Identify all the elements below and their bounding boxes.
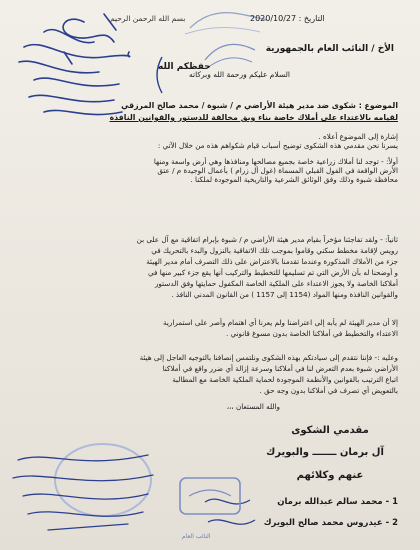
point1-line-3: محافظة شبوة وذلك وفق الوثائق الشرعية والتاريخية الموجودة لملكنا . [190,175,398,184]
point3-line-2: الاعتداء والتخطيط في أملاكنا الخاصة بدون مسوغ قانوني . [225,329,398,338]
point1-line-2: الأرض الواقعة في الفول القبلي المسماة (غول أل زرام ) بأعمال الوجيدة م / عتق [157,166,398,175]
bracket-mark-icon [150,55,166,95]
point3-line-1: إلا أن مدير الهيئة لم يأبه إلى اعتراضنا ولم يعرنا أي اهتمام وأصر على استمرارية [163,318,398,327]
point2-line-3: جزء من الأملاك المذكورة وعندما تقدمنا بالاعتراض على ذلك التصرف أمام مدير الهيئة [146,257,398,266]
point2-line-2: رويس لإقامة مخطط سكني وقاموا بموجب تلك الاتفاقية بالنزول والبدء بالتحريك في [151,246,398,255]
addressee: الأخ / النائب العام بالجمهورية [265,44,394,54]
request-line-4: بالتعويض أي تصرف في أملاكنا بدون وجه حق . [259,386,398,395]
intro-line-1: إشارة إلى الموضوع أعلاه . [318,132,398,141]
signature-title: مقدمي الشكوى [291,425,369,436]
signature-subtitle: عنهم وكلائهم [296,470,364,481]
point2-line-6: والقوانين النافذة ومنها المواد (1154 إلى 1157 ) من القانون المدني النافذ . [171,290,398,299]
signature-family: آل برمان ـــــــ والبويرك [266,447,384,458]
point2-line-4: و أوضحنا له بأن الأرض التي تم تسليمها للتخطيط والتركيب أنها يقع جزء كبير منها في [148,268,398,277]
stamp-bottom-left-icon [8,420,158,540]
document-date: التاريخ : 2020/10/27 [250,14,325,23]
point1-line-1: أولاً: - توجد لنا أملاك زراعية خاصة بجميع مصالحها ومنافذها وهي أرض واسعة ومنها [153,157,398,166]
stamp-caption: النائب العام [182,533,211,540]
intro-line-2: يسرنا نحن مقدمي هذه الشكوى توضيح أسباب قيام شكواهم هذه من خلال الآتي : [157,141,398,150]
point2-line-1: ثانياً: - ولقد تفاجئنا مؤخراً بقيام مدير هيئة الأراضي م / شبوة بإبرام اتفاقية مع آل على بن [136,235,398,244]
point2-line-5: أملاكنا الخاصة ولا يجوز الاعتداء على الملكية الخاصة المكفول حمايتها وفق الدستور [154,279,398,288]
subject-block [22,100,398,124]
greeting: حفظكم الله [158,62,211,72]
salam: السلام عليكم ورحمة الله وبركاته [189,70,290,79]
request-line-1: وعليه :- فإننا نتقدم إلى سيادتكم بهذه الشكوى ونلتمس إنصافنا بالتوجيه العاجل إلى هيئة [139,353,398,362]
subject-text: لقيامه بالاعتداء على أملاك خاصة بناء وبق مخالفة للدستور والقوانين النافذة [109,113,398,122]
closing-line: والله المستعان ،،، [226,402,280,411]
request-line-3: اتباع الترتيب بالقوانين والأنظمة الموجودة لحماية الملكية الخاصة مع المطالبة [172,375,398,384]
stamp-bottom-center-icon [175,470,245,530]
request-line-2: الأراضي شبوة بعدم التعرض لنا في أملاكنا وسرعة إزالة أي ضرر واقع في أملاكنا [162,364,398,373]
signature-name-2: 2 - عيدروس محمد صالح البويرك [263,518,398,528]
signature-name-1: 1 - محمد سالم عبدالله برمان [277,497,398,507]
bismillah: بسم الله الرحمن الرحيم [110,14,186,23]
subject-label: الموضوع : شكوى ضد مدير هيئة الأراضي م / شبوة / محمد صالح المرزقي [121,101,398,110]
